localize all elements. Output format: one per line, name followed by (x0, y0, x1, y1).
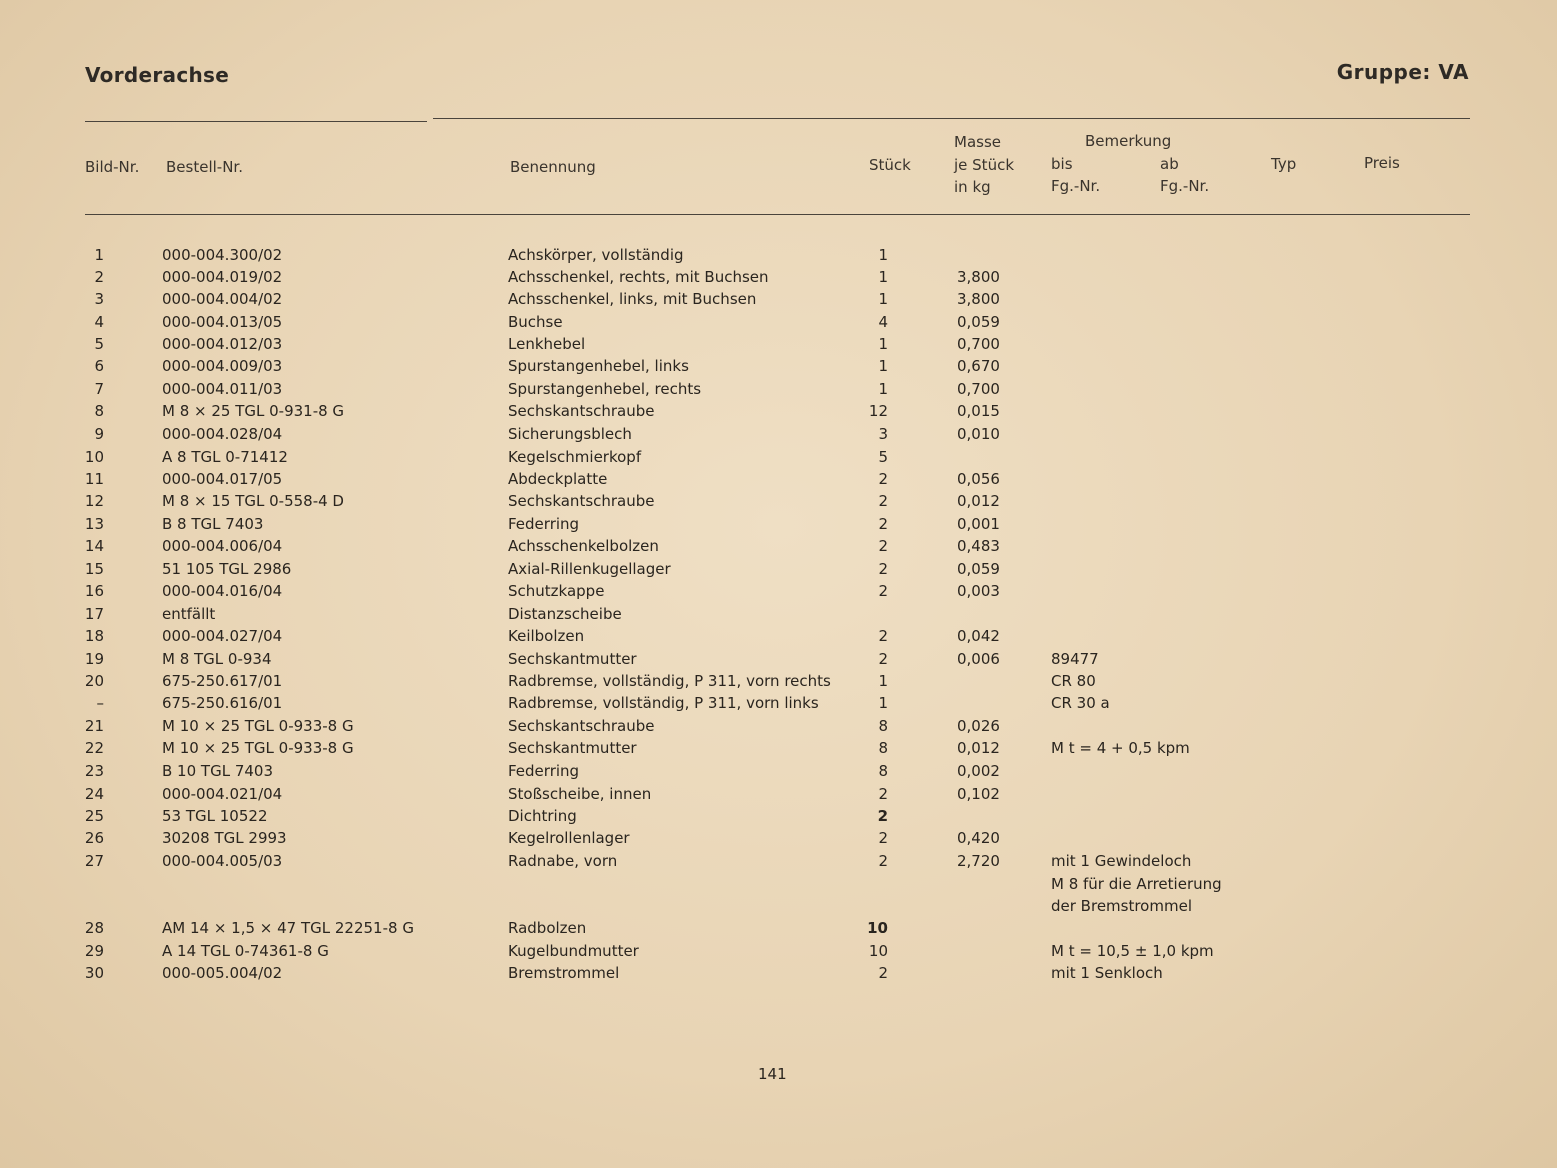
cell-benennung: Achsschenkel, rechts, mit Buchsen (508, 268, 769, 286)
table-row (0, 560, 1557, 582)
cell-stueck: 1 (878, 268, 888, 286)
cell-stueck: 2 (878, 627, 888, 645)
cell-bemerkung: M t = 4 + 0,5 kpm (1051, 739, 1190, 757)
cell-bild: 19 (84, 650, 104, 668)
cell-masse: 0,012 (957, 492, 1000, 510)
cell-stueck: 1 (878, 694, 888, 712)
cell-bestell: AM 14 × 1,5 × 47 TGL 22251-8 G (162, 919, 414, 937)
cell-bestell: 000-004.011/03 (162, 380, 283, 398)
cell-bild: 27 (84, 852, 104, 870)
cell-stueck: 2 (878, 785, 888, 803)
cell-bestell: 675-250.617/01 (162, 672, 283, 690)
cell-bild: 6 (94, 357, 104, 375)
cell-stueck: 2 (878, 650, 888, 668)
cell-masse: 3,800 (957, 268, 1000, 286)
cell-bestell: M 8 TGL 0-934 (162, 650, 272, 668)
cell-stueck: 1 (878, 357, 888, 375)
cell-stueck: 1 (878, 246, 888, 264)
cell-stueck: 8 (878, 717, 888, 735)
cell-benennung: Buchse (508, 313, 563, 331)
cell-bild: 30 (84, 964, 104, 982)
table-row (0, 290, 1557, 312)
cell-benennung: Schutzkappe (508, 582, 605, 600)
note-row27-line3: der Bremstrommel (1051, 897, 1192, 915)
cell-bild: 20 (84, 672, 104, 690)
table-row (0, 829, 1557, 851)
table-row (0, 964, 1557, 986)
cell-bestell: 000-004.004/02 (162, 290, 283, 308)
cell-benennung: Sechskantmutter (508, 739, 637, 757)
cell-bestell: A 8 TGL 0-71412 (162, 448, 288, 466)
cell-benennung: Bremstrommel (508, 964, 620, 982)
table-row (0, 672, 1557, 694)
table-row (0, 357, 1557, 379)
cell-bestell: 000-004.016/04 (162, 582, 283, 600)
cell-bild: 12 (84, 492, 104, 510)
page-number: 141 (758, 1065, 787, 1083)
note-row27-line2: M 8 für die Arretierung (1051, 875, 1222, 893)
cell-benennung: Sechskantschraube (508, 717, 655, 735)
cell-masse: 0,056 (957, 470, 1000, 488)
table-row (0, 268, 1557, 290)
cell-bestell: M 10 × 25 TGL 0-933-8 G (162, 739, 354, 757)
cell-bestell: 000-004.009/03 (162, 357, 283, 375)
cell-bestell: 53 TGL 10522 (162, 807, 268, 825)
table-row (0, 785, 1557, 807)
header-bis: bis (1051, 155, 1073, 173)
table-row (0, 313, 1557, 335)
cell-benennung: Achsschenkelbolzen (508, 537, 659, 555)
cell-bild: 17 (84, 605, 104, 623)
header-masse-1: Masse (954, 133, 1001, 151)
cell-stueck: 12 (868, 402, 888, 420)
header-ab-fgnr: Fg.-Nr. (1160, 177, 1210, 195)
table-row (0, 246, 1557, 268)
cell-stueck: 2 (878, 492, 888, 510)
cell-bild: 24 (84, 785, 104, 803)
cell-stueck: 1 (878, 290, 888, 308)
table-row (0, 942, 1557, 964)
cell-stueck: 2 (878, 560, 888, 578)
header-benennung: Benennung (510, 158, 596, 176)
cell-stueck: 5 (878, 448, 888, 466)
cell-benennung: Sicherungsblech (508, 425, 632, 443)
group-label: Gruppe: VA (1336, 60, 1469, 84)
table-row (0, 492, 1557, 514)
table-row (0, 470, 1557, 492)
table-row (0, 762, 1557, 784)
cell-stueck: 2 (878, 829, 888, 847)
top-rule-left (85, 121, 427, 122)
cell-bestell: 000-004.028/04 (162, 425, 283, 443)
table-row (0, 537, 1557, 559)
cell-bemerkung: 89477 (1051, 650, 1099, 668)
cell-bemerkung: CR 80 (1051, 672, 1096, 690)
cell-stueck: 2 (878, 470, 888, 488)
cell-benennung: Radbremse, vollständig, P 311, vorn links (508, 694, 819, 712)
table-row (0, 739, 1557, 761)
cell-masse: 0,059 (957, 313, 1000, 331)
cell-masse: 0,420 (957, 829, 1000, 847)
cell-stueck: 1 (878, 672, 888, 690)
table-row (0, 650, 1557, 672)
cell-bild: 4 (94, 313, 104, 331)
cell-masse: 0,012 (957, 739, 1000, 757)
cell-bild: – (96, 694, 104, 712)
cell-stueck: 8 (878, 739, 888, 757)
cell-bild: 16 (84, 582, 104, 600)
cell-bild: 22 (84, 739, 104, 757)
cell-bild: 18 (84, 627, 104, 645)
page-title: Vorderachse (85, 63, 230, 87)
cell-bestell: M 8 × 25 TGL 0-931-8 G (162, 402, 345, 420)
cell-bild: 10 (84, 448, 104, 466)
table-row (0, 717, 1557, 739)
header-masse-3: in kg (954, 178, 991, 196)
cell-bemerkung: M t = 10,5 ± 1,0 kpm (1051, 942, 1214, 960)
cell-masse: 0,010 (957, 425, 1000, 443)
cell-bild: 8 (94, 402, 104, 420)
cell-bestell: 000-004.005/03 (162, 852, 283, 870)
cell-bild: 29 (84, 942, 104, 960)
table-row (0, 582, 1557, 604)
header-masse-2: je Stück (954, 156, 1015, 174)
header-bestell: Bestell-Nr. (166, 158, 243, 176)
cell-benennung: Kegelrollenlager (508, 829, 630, 847)
cell-bestell: 000-004.021/04 (162, 785, 283, 803)
cell-benennung: Keilbolzen (508, 627, 585, 645)
cell-masse: 0,670 (957, 357, 1000, 375)
cell-bestell: 000-004.012/03 (162, 335, 283, 353)
cell-benennung: Sechskantschraube (508, 402, 655, 420)
cell-stueck: 2 (878, 537, 888, 555)
cell-bemerkung: mit 1 Gewindeloch (1051, 852, 1192, 870)
cell-benennung: Sechskantmutter (508, 650, 637, 668)
cell-benennung: Stoßscheibe, innen (508, 785, 652, 803)
cell-bild: 21 (84, 717, 104, 735)
cell-masse: 3,800 (957, 290, 1000, 308)
cell-bemerkung: mit 1 Senkloch (1051, 964, 1163, 982)
top-rule-right (433, 118, 1470, 119)
cell-bild: 9 (94, 425, 104, 443)
cell-benennung: Radbolzen (508, 919, 587, 937)
cell-stueck: 4 (878, 313, 888, 331)
cell-bestell: M 8 × 15 TGL 0-558-4 D (162, 492, 344, 510)
cell-stueck: 2 (878, 852, 888, 870)
cell-benennung: Distanzscheibe (508, 605, 622, 623)
cell-benennung: Kegelschmierkopf (508, 448, 642, 466)
cell-bild: 25 (84, 807, 104, 825)
cell-bestell: B 8 TGL 7403 (162, 515, 264, 533)
cell-stueck: 2 (877, 807, 888, 825)
header-preis: Preis (1364, 154, 1400, 172)
table-row (0, 919, 1557, 941)
cell-bestell: 000-005.004/02 (162, 964, 283, 982)
cell-bild: 23 (84, 762, 104, 780)
table-row (0, 807, 1557, 829)
header-bottom-rule (85, 214, 1470, 215)
cell-bestell: 000-004.017/05 (162, 470, 283, 488)
cell-bild: 7 (94, 380, 104, 398)
cell-bild: 5 (94, 335, 104, 353)
cell-masse: 0,015 (957, 402, 1000, 420)
cell-benennung: Dichtring (508, 807, 577, 825)
cell-bild: 2 (94, 268, 104, 286)
cell-masse: 0,102 (957, 785, 1000, 803)
cell-benennung: Abdeckplatte (508, 470, 608, 488)
cell-bestell: 000-004.006/04 (162, 537, 283, 555)
header-typ: Typ (1271, 155, 1297, 173)
table-row (0, 380, 1557, 402)
cell-benennung: Axial-Rillenkugellager (508, 560, 671, 578)
cell-masse: 0,001 (957, 515, 1000, 533)
cell-benennung: Achskörper, vollständig (508, 246, 684, 264)
cell-bild: 1 (94, 246, 104, 264)
table-row (0, 627, 1557, 649)
cell-masse: 0,700 (957, 380, 1000, 398)
cell-benennung: Radbremse, vollständig, P 311, vorn rechts (508, 672, 831, 690)
cell-benennung: Radnabe, vorn (508, 852, 618, 870)
cell-masse: 2,720 (957, 852, 1000, 870)
cell-stueck: 10 (868, 942, 888, 960)
cell-masse: 0,700 (957, 335, 1000, 353)
cell-bild: 14 (84, 537, 104, 555)
cell-stueck: 10 (867, 919, 888, 937)
cell-bestell: A 14 TGL 0-74361-8 G (162, 942, 329, 960)
cell-bild: 13 (84, 515, 104, 533)
cell-masse: 0,059 (957, 560, 1000, 578)
table-row (0, 852, 1557, 874)
cell-stueck: 1 (878, 380, 888, 398)
cell-masse: 0,026 (957, 717, 1000, 735)
table-row (0, 605, 1557, 627)
cell-bestell: 000-004.019/02 (162, 268, 283, 286)
cell-bestell: M 10 × 25 TGL 0-933-8 G (162, 717, 354, 735)
cell-masse: 0,483 (957, 537, 1000, 555)
cell-benennung: Lenkhebel (508, 335, 586, 353)
header-bemerkung: Bemerkung (1085, 132, 1172, 150)
cell-bestell: 30208 TGL 2993 (162, 829, 287, 847)
header-stueck: Stück (869, 156, 911, 174)
table-row (0, 694, 1557, 716)
cell-masse: 0,002 (957, 762, 1000, 780)
table-row (0, 448, 1557, 470)
cell-bestell: B 10 TGL 7403 (162, 762, 273, 780)
cell-bestell: 675-250.616/01 (162, 694, 283, 712)
cell-benennung: Kugelbundmutter (508, 942, 639, 960)
table-row (0, 425, 1557, 447)
header-bis-fgnr: Fg.-Nr. (1051, 177, 1101, 195)
cell-bestell: 000-004.013/05 (162, 313, 283, 331)
cell-masse: 0,042 (957, 627, 1000, 645)
cell-bestell: entfällt (162, 605, 216, 623)
cell-benennung: Achsschenkel, links, mit Buchsen (508, 290, 757, 308)
cell-benennung: Federring (508, 515, 580, 533)
cell-stueck: 3 (878, 425, 888, 443)
cell-benennung: Spurstangenhebel, links (508, 357, 689, 375)
header-bild: Bild-Nr. (85, 158, 140, 176)
cell-bild: 11 (84, 470, 104, 488)
cell-stueck: 2 (878, 964, 888, 982)
cell-stueck: 2 (878, 582, 888, 600)
table-row (0, 402, 1557, 424)
cell-stueck: 1 (878, 335, 888, 353)
cell-bestell: 000-004.027/04 (162, 627, 283, 645)
cell-bild: 28 (84, 919, 104, 937)
cell-bild: 15 (84, 560, 104, 578)
cell-stueck: 2 (878, 515, 888, 533)
cell-bestell: 000-004.300/02 (162, 246, 283, 264)
cell-bemerkung: CR 30 a (1051, 694, 1110, 712)
cell-benennung: Sechskantschraube (508, 492, 655, 510)
header-ab: ab (1160, 155, 1179, 173)
cell-bestell: 51 105 TGL 2986 (162, 560, 292, 578)
table-row (0, 335, 1557, 357)
cell-stueck: 8 (878, 762, 888, 780)
cell-bild: 3 (94, 290, 104, 308)
cell-bild: 26 (84, 829, 104, 847)
cell-masse: 0,003 (957, 582, 1000, 600)
cell-benennung: Federring (508, 762, 580, 780)
table-row (0, 515, 1557, 537)
cell-masse: 0,006 (957, 650, 1000, 668)
cell-benennung: Spurstangenhebel, rechts (508, 380, 702, 398)
